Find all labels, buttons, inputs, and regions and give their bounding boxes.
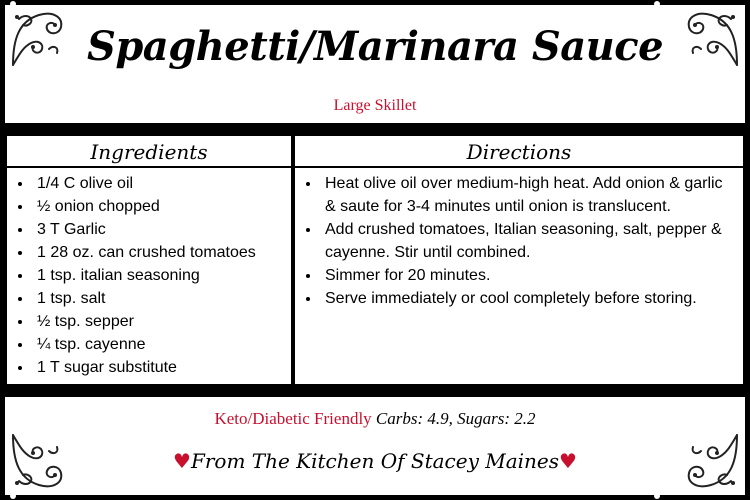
directions-list <box>295 168 743 310</box>
ingredients-column <box>7 136 291 384</box>
ingredients-header: Ingredients <box>7 136 291 168</box>
title-panel <box>5 5 745 123</box>
direction-step: • Simmer for 20 minutes. <box>321 264 735 287</box>
ingredient-item: • 1 tsp. italian seasoning <box>33 264 285 287</box>
heart-icon: ♥ <box>559 449 577 473</box>
ingredient-item: • 1/4 C olive oil <box>33 172 285 195</box>
ingredient-item: • 1 tsp. salt <box>33 287 285 310</box>
ingredient-item: • ½ tsp. sepper <box>33 310 285 333</box>
footer-panel <box>5 397 745 495</box>
ingredients-list <box>7 168 291 379</box>
directions-header: Directions <box>295 136 743 168</box>
diet-info <box>5 409 745 429</box>
direction-step: • Heat olive oil over medium-high heat. Add onion & garlic & saute for 3-4 minutes until onion is translucent. <box>321 172 735 218</box>
ingredient-item: • 1 28 oz. can crushed tomatoes <box>33 241 285 264</box>
ingredient-item: • 1 T sugar substitute <box>33 356 285 379</box>
directions-column <box>295 136 743 384</box>
diet-label: Keto/Diabetic Friendly <box>214 409 372 428</box>
direction-step: • Serve immediately or cool completely before storing. <box>321 287 735 310</box>
recipe-subtitle: Large Skillet <box>333 97 417 114</box>
recipe-title: Spaghetti/Marinara Sauce <box>86 23 664 70</box>
kitchen-credit <box>5 449 745 473</box>
ingredient-item: • ¼ tsp. cayenne <box>33 333 285 356</box>
heart-icon: ♥ <box>173 449 191 473</box>
ingredient-item: • 3 T Garlic <box>33 218 285 241</box>
kitchen-credit-text: From The Kitchen Of Stacey Maines <box>190 449 560 473</box>
nutrition-info: Carbs: 4.9, Sugars: 2.2 <box>375 409 536 428</box>
ingredient-item: • ½ onion chopped <box>33 195 285 218</box>
recipe-table <box>5 134 745 386</box>
direction-step: • Add crushed tomatoes, Italian seasoning, salt, pepper & cayenne. Stir until combined. <box>321 218 735 264</box>
